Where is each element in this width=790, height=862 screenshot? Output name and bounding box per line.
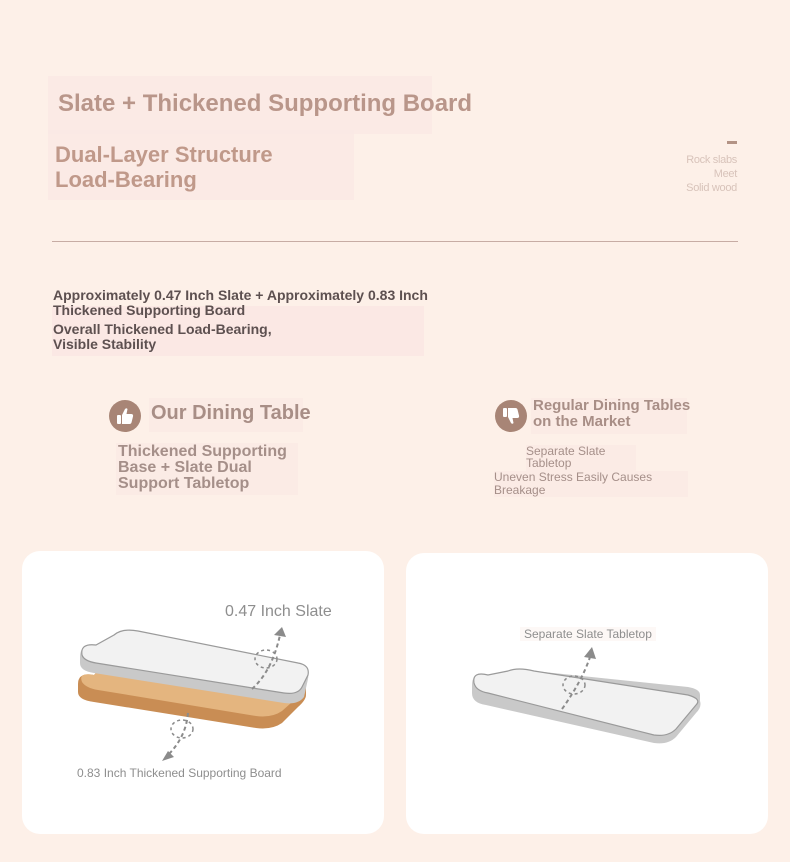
board-arrow-head (162, 751, 174, 761)
thumbs-up-icon (109, 400, 141, 432)
single-slate-illustration (406, 553, 768, 834)
regular-note (494, 471, 688, 497)
regular-heading-line: on the Market (533, 413, 631, 430)
board-arrow (168, 713, 188, 755)
side-caption-line: Meet (713, 168, 737, 180)
side-caption-line: Rock slabs (686, 154, 737, 166)
regular-table-card (406, 553, 768, 834)
page-title: Slate + Thickened Supporting Board (48, 76, 432, 134)
subtitle-line-2: Load-Bearing (55, 167, 197, 192)
regular-sub-line: Separate Slate (526, 444, 606, 458)
description (53, 288, 493, 352)
description-line-2: Overall Thickened Load-Bearing, Visible Stability (53, 321, 272, 352)
regular-note-line: Uneven Stress Easily Causes (494, 470, 653, 484)
regular-sub-line: Tabletop (526, 456, 572, 470)
ours-desc-line: Support Tabletop (118, 475, 250, 492)
slate-label: 0.47 Inch Slate (225, 603, 332, 620)
separate-slate-label: Separate Slate Tabletop (520, 627, 656, 641)
description-line-1: Approximately 0.47 Inch Slate + Approximately 0.83 Inch Thickened Supporting Board (53, 287, 428, 318)
ours-desc-line: Thickened Supporting (118, 443, 287, 460)
layered-tabletop-illustration (22, 551, 384, 834)
slate-arrow-head (584, 647, 596, 659)
ours-description (116, 443, 298, 495)
side-caption-line: Solid wood (686, 182, 737, 194)
ours-desc-line: Base + Slate Dual (118, 459, 252, 476)
regular-heading (531, 397, 691, 434)
side-caption (686, 153, 737, 195)
thumbs-down-icon (495, 400, 527, 432)
our-table-card (22, 551, 384, 834)
slate-arrow-head (274, 627, 286, 637)
regular-note-line: Breakage (494, 483, 546, 497)
regular-heading-line: Regular Dining Tables (533, 397, 691, 414)
ours-heading: Our Dining Table (149, 398, 303, 432)
board-label: 0.83 Inch Thickened Supporting Board (77, 766, 282, 780)
divider (52, 241, 738, 242)
subtitle-line-1: Dual-Layer Structure (55, 142, 273, 167)
side-dash (727, 141, 737, 144)
regular-subtitle (526, 445, 636, 471)
page-subtitle (48, 130, 354, 200)
